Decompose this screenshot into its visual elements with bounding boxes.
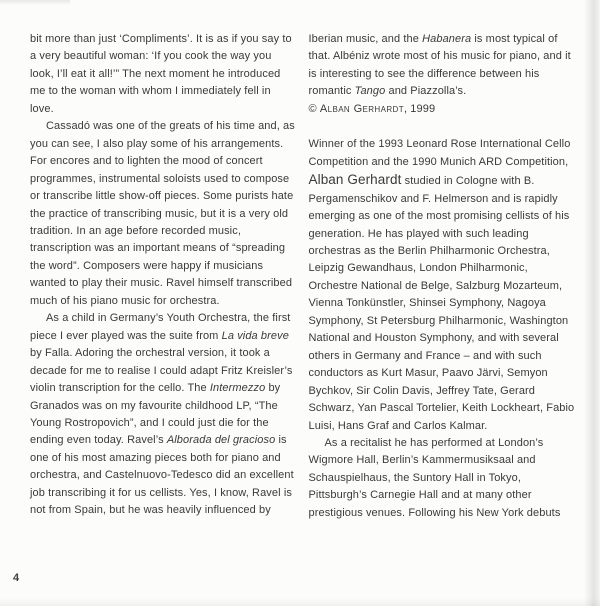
text-segment: Iberian music, and the	[308, 33, 423, 45]
text-segment: bit more than just ‘Compliments’. It is as if you say to a very beautiful woman: ‘If you cook the way you look, I’ll eat it all!’” The next moment he introduced me to the woman with whom I immediately fell in love.	[30, 33, 292, 115]
text-segment: As a child in Germany’s Youth Orchestra, the first piece I ever played was the suite from	[30, 312, 291, 342]
text-segment: is most typical of that. Albéniz wrote most of his music for piano, and it is interesting to see the difference between his romantic	[308, 33, 571, 98]
text-segment: As a recitalist he has performed at London’s Wigmore Hall, Berlin’s Kammermusiksaal and Schauspielhaus, the Suntory Hall in Tokyo, Pittsburgh’s Carnegie Hall and at many other prestigious venues. Following his New York debuts	[308, 436, 561, 519]
paragraph-cassado	[30, 118, 296, 310]
text-segment: Winner of the 1993 Leonard Rose International Cello Competition and the 1990 Munich ARD Competition,	[308, 138, 571, 168]
text-segment: Intermezzo	[209, 382, 266, 395]
paragraph-recitalist	[309, 435, 581, 522]
text-segment: Alban Gerhardt	[308, 172, 402, 188]
text-segment: studied in Cologne with B. Pergamenschikov and F. Helmerson and is rapidly emerging as one of the most promising cellists of his generation. He has played with such leading orchestras as the Berlin Philharmonic Orchestra, Leipzig Gewandhaus, London Philharmonic, Orchestre National de Belge, Salzburg Mozarteum, Vienna Tonkünstler, Shinsei Symphony, Nagoya Symphony, St Petersburg Philharmonic, Washington National and Houston Symphony, and with several others in Germany and France – and with such conductors as Kurt Masur, Paavo Järvi, Semyon Bychkov, Sir Colin Davis, Jeffrey Tate, Gerard Schwarz, Yan Pascal Tortelier, Keith Lockheart, Fabio Luisi, Hans Graf and Carlos Kalmar.	[308, 175, 575, 432]
page-edge-shadow-bottom	[0, 598, 600, 606]
text-segment: Habanera	[422, 33, 472, 45]
text-segment: by Granados was on my favourite childhood LP, “The Young Rostropovich”, and I could just die for the ending even today. Ravel’s	[30, 382, 281, 447]
text-column-right	[309, 31, 581, 522]
paragraph-biography	[309, 136, 581, 435]
text-segment: by Falla. Adoring the orchestral version, it took a decade for me to realise I could adapt Fritz Kreisler’s violin transcription for the cello. The	[30, 347, 293, 395]
page-number: 4	[13, 572, 20, 584]
text-segment: Alborada del gracioso	[166, 434, 276, 447]
paragraph-iberian	[309, 31, 581, 101]
text-segment: Cassadó was one of the greats of his time and, as you can see, I also play some of his arrangements. For encores and to lighten the mood of concert programmes, instrumental soloists used to compose or transcribe little show-off pieces. Some purists hate the practice of transcribing music, but it is a very old tradition. In an age before recorded music, transcription was an important means of “spreading the word”. Composers were happy if musicians wanted to play their music. Ravel himself transcribed much of his piano music for orchestra.	[30, 120, 295, 307]
text-segment: and Piazzolla’s.	[385, 85, 467, 98]
paragraph-youth-orchestra	[30, 310, 296, 519]
paragraph-compliments	[30, 31, 296, 118]
copyright-line	[309, 101, 581, 118]
text-segment: , 1999	[404, 102, 436, 115]
text-segment: ©	[308, 102, 320, 115]
text-column-left	[30, 31, 296, 522]
text-segment: is one of his most amazing pieces both for piano and orchestra, and Castelnuovo-Tedesco did an excellent job transcribing it for us cellists. Yes, I know, Ravel is not from Spain, but he was heavily influenced by	[30, 434, 294, 517]
text-segment: Tango	[354, 85, 386, 98]
text-segment: Alban Gerhardt	[319, 102, 404, 115]
text-segment: La vida breve	[221, 329, 289, 342]
